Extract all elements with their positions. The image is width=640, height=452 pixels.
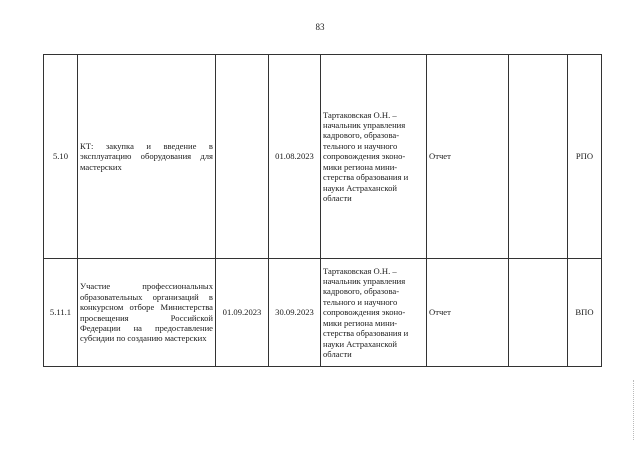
extra-cell (509, 259, 568, 367)
table-row (44, 55, 602, 259)
table-row (44, 259, 602, 367)
plan-table (43, 54, 602, 367)
responsible-text: Тартаковская О.Н. – начальник управления кадрового, образова- тельного и научного сопровождения эконо- мики региона мини- стерства образования и науки Астраханской области (323, 265, 409, 359)
extra-cell (509, 55, 568, 259)
row-number: 5.10 (44, 55, 78, 259)
responsible-text: Тартаковская О.Н. – начальник управления кадрового, образова- тельного и научного сопровождения эконо- мики региона мини- стерства образования и науки Астраханской области (323, 109, 409, 203)
level-code: РПО (568, 55, 602, 259)
responsible-person (321, 55, 427, 259)
end-date: 01.08.2023 (269, 55, 321, 259)
result-type: Отчет (427, 259, 509, 367)
result-type: Отчет (427, 55, 509, 259)
start-date: 01.09.2023 (216, 259, 269, 367)
row-number: 5.11.1 (44, 259, 78, 367)
level-code: ВПО (568, 259, 602, 367)
end-date: 30.09.2023 (269, 259, 321, 367)
scan-artifact (633, 380, 636, 440)
task-description: Участие профессиональных образовательных организаций в конкурсном отборе Министерства просвещения Российской Федерации на предоставление субсидии по созданию мастерских (78, 259, 216, 367)
responsible-person (321, 259, 427, 367)
start-date (216, 55, 269, 259)
page-number: 83 (315, 22, 325, 32)
task-description: КТ: закупка и введение в эксплуатацию оборудования для мастерских (78, 55, 216, 259)
